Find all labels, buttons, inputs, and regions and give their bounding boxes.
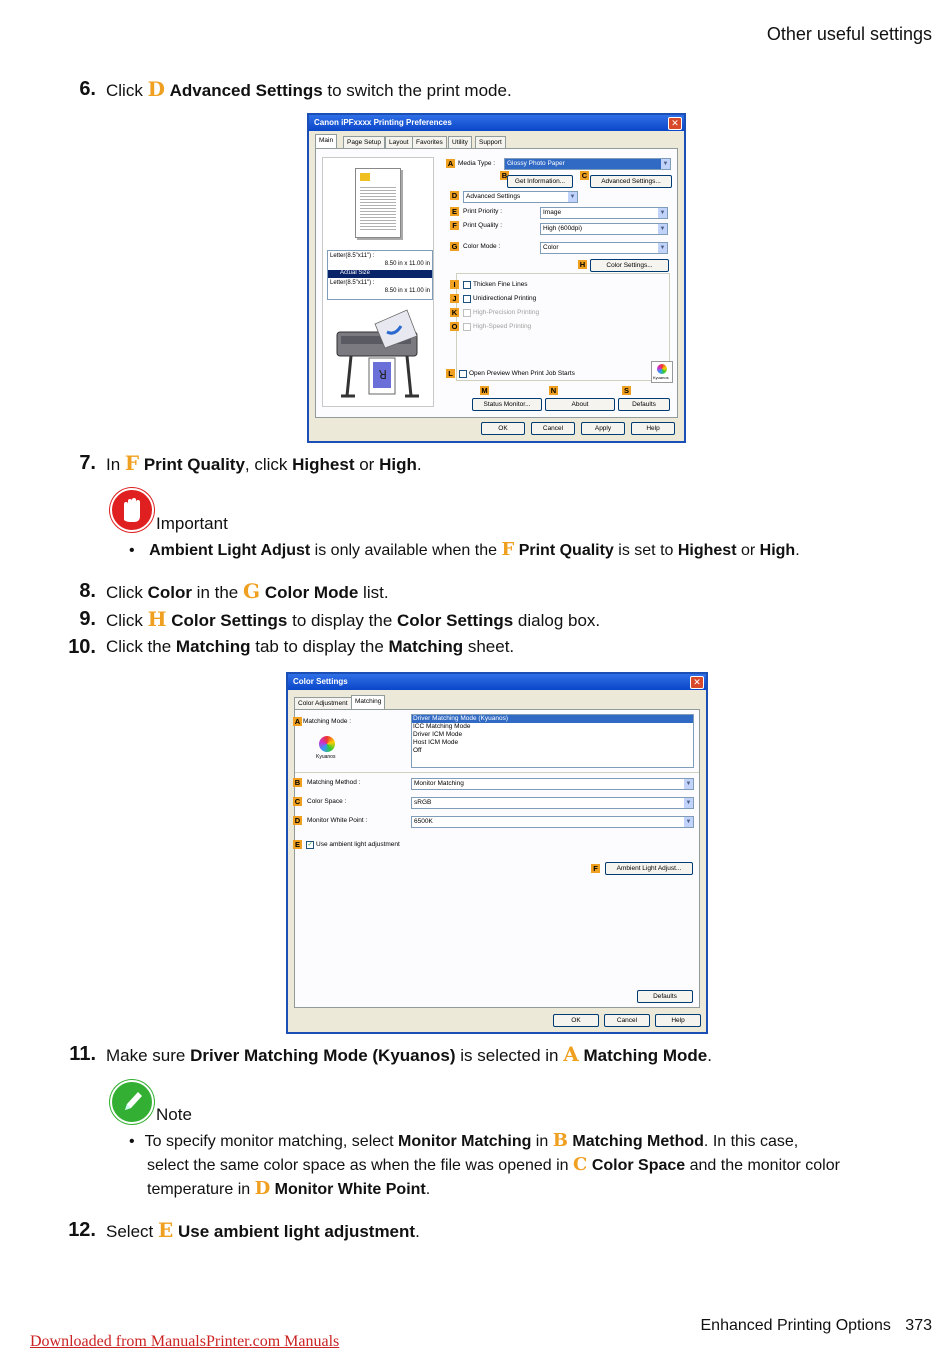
important-hand-icon <box>110 488 154 532</box>
callout-badge: D <box>451 191 458 200</box>
callout-badge: B <box>501 171 508 180</box>
ambient-checkbox[interactable]: ✓ <box>307 842 313 848</box>
step-text: , click <box>244 455 293 474</box>
list-item[interactable]: Driver Matching Mode (Kyuanos) <box>412 715 693 723</box>
step-number: 9. <box>79 608 96 630</box>
print-priority-label: Print Priority : <box>463 208 503 215</box>
high-speed-label: High-Speed Printing <box>473 323 532 330</box>
media-type-select[interactable]: Glossy Photo Paper ▼ <box>504 158 671 170</box>
callout-letter: C <box>573 1154 588 1175</box>
kyuanos-text: Kyuanos <box>653 375 669 380</box>
important-title: Important <box>156 514 228 533</box>
thicken-checkbox[interactable] <box>463 281 471 289</box>
cancel-button[interactable]: Cancel <box>604 1014 650 1027</box>
callout-letter: D <box>147 77 165 101</box>
color-mode-label: Color Mode : <box>463 243 501 250</box>
printer-illustration <box>329 304 429 402</box>
callout-badge: H <box>579 260 586 269</box>
tab-utility[interactable]: Utility <box>448 136 472 149</box>
callout-badge: L <box>446 369 455 378</box>
actual-size-label: Actual Size <box>340 270 371 276</box>
thicken-label: Thicken Fine Lines <box>473 281 528 288</box>
monitor-white-point-label: Monitor White Point : <box>307 817 368 824</box>
divider <box>295 772 699 773</box>
callout-badge: M <box>481 386 488 395</box>
tab-main[interactable]: Main <box>315 134 337 148</box>
list-item[interactable]: Off <box>413 747 422 754</box>
color-settings-button[interactable]: Color Settings... <box>590 259 669 272</box>
chevron-down-icon: ▼ <box>685 800 692 806</box>
print-priority-select[interactable]: Image ▼ <box>540 207 668 219</box>
callout-letter: D <box>254 1178 271 1199</box>
chevron-down-icon: ▼ <box>685 781 692 787</box>
list-item[interactable]: ICC Matching Mode <box>413 723 471 730</box>
step-number: 8. <box>79 580 96 602</box>
tab-page-setup[interactable]: Page Setup <box>343 136 385 149</box>
download-link[interactable]: Downloaded from ManualsPrinter.com Manuals <box>30 1333 340 1350</box>
page-footer <box>701 1317 933 1335</box>
step-number: 7. <box>79 452 96 474</box>
paper-info-box <box>327 250 433 300</box>
important-bullet: • Ambient Light Adjust is only available when the F Print Quality is set to Highest or High. <box>129 539 800 560</box>
text-lines <box>360 185 396 231</box>
tab-favorites[interactable]: Favorites <box>412 136 447 149</box>
defaults-button[interactable]: Defaults <box>618 398 670 411</box>
media-type-label: Media Type : <box>458 160 496 167</box>
note-line-2: select the same color space as when the file was opened in C Color Space and the monitor color <box>147 1154 840 1175</box>
printing-preferences-dialog <box>307 113 686 443</box>
chapter-title: Enhanced Printing Options <box>700 1317 891 1334</box>
note-pencil-icon <box>110 1080 154 1124</box>
callout-letter: H <box>147 607 167 631</box>
callout-badge: O <box>451 322 458 331</box>
monitor-white-point-select[interactable]: 6500K ▼ <box>411 816 694 828</box>
callout-badge: F <box>591 864 600 873</box>
ok-button[interactable]: OK <box>481 422 525 435</box>
step-text: to switch the print mode. <box>322 81 512 100</box>
step-text: or <box>354 455 380 474</box>
callout-badge: S <box>623 386 629 395</box>
color-settings-dialog <box>286 672 708 1034</box>
matching-mode-list[interactable] <box>411 714 694 768</box>
high-speed-checkbox[interactable] <box>463 323 471 331</box>
chevron-down-icon: ▼ <box>685 819 692 825</box>
help-button[interactable]: Help <box>631 422 675 435</box>
chevron-down-icon: ▼ <box>659 226 666 232</box>
note-line-1: • To specify monitor matching, select Monitor Matching in B Matching Method. In this case, <box>129 1130 799 1151</box>
callout-badge: N <box>550 386 557 395</box>
note-line-3: temperature in D Monitor White Point. <box>147 1178 431 1199</box>
defaults-button[interactable]: Defaults <box>637 990 693 1003</box>
cancel-button[interactable]: Cancel <box>531 422 575 435</box>
color-space-select[interactable]: sRGB ▼ <box>411 797 694 809</box>
callout-letter: G <box>243 579 261 603</box>
page-preview <box>355 168 401 238</box>
callout-badge: I <box>450 280 459 289</box>
tab-matching[interactable]: Matching <box>351 695 385 709</box>
get-information-button[interactable]: Get Information... <box>507 175 573 188</box>
kyuanos-logo <box>315 734 341 764</box>
close-icon[interactable]: ✕ <box>690 676 704 689</box>
unidirectional-label: Unidirectional Printing <box>473 295 537 302</box>
matching-panel <box>294 709 700 1008</box>
print-quality-select[interactable]: High (600dpi) ▼ <box>540 223 668 235</box>
paper-size-label: Letter(8.5"x11") : <box>330 253 375 259</box>
help-button[interactable]: Help <box>655 1014 701 1027</box>
kyuanos-logo <box>651 361 673 383</box>
callout-badge: A <box>447 159 454 168</box>
dialog-title: Canon iPFxxxx Printing Preferences <box>309 115 684 131</box>
chevron-down-icon: ▼ <box>659 210 666 216</box>
step-bold: Advanced Settings <box>169 81 323 100</box>
advanced-settings-button[interactable]: Advanced Settings... <box>590 175 672 188</box>
svg-text:R: R <box>378 367 387 381</box>
callout-letter: A <box>563 1042 579 1066</box>
color-wheel-icon <box>657 364 667 374</box>
apply-button[interactable]: Apply <box>581 422 625 435</box>
callout-letter: B <box>552 1130 568 1151</box>
step-text: Click <box>106 81 148 100</box>
callout-letter: E <box>157 1218 174 1242</box>
callout-badge: E <box>451 207 457 216</box>
callout-badge: K <box>451 308 458 317</box>
dialog-title: Color Settings <box>288 674 706 690</box>
callout-badge: J <box>450 294 459 303</box>
tab-layout[interactable]: Layout <box>385 136 413 149</box>
paper-size-value: 8.50 in x 11.00 in <box>384 261 430 267</box>
open-preview-checkbox[interactable] <box>459 370 467 378</box>
callout-badge: E <box>294 840 300 849</box>
callout-letter: F <box>501 539 515 560</box>
color-wheel-icon <box>319 736 335 752</box>
unidirectional-checkbox[interactable] <box>463 295 471 303</box>
print-quality-label: Print Quality : <box>463 222 503 229</box>
callout-badge: B <box>294 778 301 787</box>
step-text: . <box>416 455 422 474</box>
callout-badge: C <box>581 171 588 180</box>
image-icon <box>360 173 370 181</box>
about-button[interactable]: About <box>545 398 615 411</box>
high-precision-label: High-Precision Printing <box>473 309 540 316</box>
matching-method-label: Matching Method : <box>307 779 361 786</box>
chevron-down-icon: ▼ <box>662 161 669 167</box>
list-item[interactable]: Driver ICM Mode <box>413 731 463 738</box>
preview-area <box>322 157 434 407</box>
close-icon[interactable]: ✕ <box>668 117 682 130</box>
callout-badge: G <box>451 242 458 251</box>
ambient-light-adjust-button[interactable]: Ambient Light Adjust... <box>605 862 693 875</box>
open-preview-label: Open Preview When Print Job Starts <box>469 370 575 377</box>
paper-size-value: 8.50 in x 11.00 in <box>384 288 430 294</box>
matching-method-select[interactable]: Monitor Matching ▼ <box>411 778 694 790</box>
matching-mode-label: Matching Mode : <box>303 718 352 725</box>
step-number: 11. <box>69 1043 96 1065</box>
callout-badge: F <box>450 221 459 230</box>
ok-button[interactable]: OK <box>553 1014 599 1027</box>
mode-select[interactable]: Advanced Settings ▼ <box>463 191 578 203</box>
step-text: In <box>106 455 125 474</box>
page-number: 373 <box>905 1317 932 1334</box>
callout-badge: A <box>294 717 301 726</box>
callout-letter: F <box>124 451 140 475</box>
note-title: Note <box>156 1105 192 1124</box>
tab-color-adjustment[interactable]: Color Adjustment <box>294 697 352 710</box>
high-precision-checkbox[interactable] <box>463 309 471 317</box>
tab-support[interactable]: Support <box>475 136 506 149</box>
step-bold: High <box>379 455 417 474</box>
main-panel <box>315 148 678 418</box>
step-number: 12. <box>68 1219 96 1241</box>
color-space-label: Color Space : <box>307 798 347 805</box>
step-number: 10. <box>68 636 96 658</box>
callout-badge: D <box>294 816 301 825</box>
step-bold: Print Quality <box>143 455 245 474</box>
chevron-down-icon: ▼ <box>569 194 576 200</box>
chevron-down-icon: ▼ <box>659 245 666 251</box>
step-number: 6. <box>79 78 96 100</box>
color-mode-select[interactable]: Color ▼ <box>540 242 668 254</box>
step-bold: Highest <box>292 455 355 474</box>
callout-badge: C <box>294 797 301 806</box>
kyuanos-text: Kyuanos <box>316 754 336 760</box>
paper-size-label: Letter(8.5"x11") : <box>330 280 375 286</box>
status-monitor-button[interactable]: Status Monitor... <box>472 398 542 411</box>
ambient-label: Use ambient light adjustment <box>316 841 400 848</box>
list-item[interactable]: Host ICM Mode <box>413 739 459 746</box>
section-header: Other useful settings <box>766 24 932 44</box>
